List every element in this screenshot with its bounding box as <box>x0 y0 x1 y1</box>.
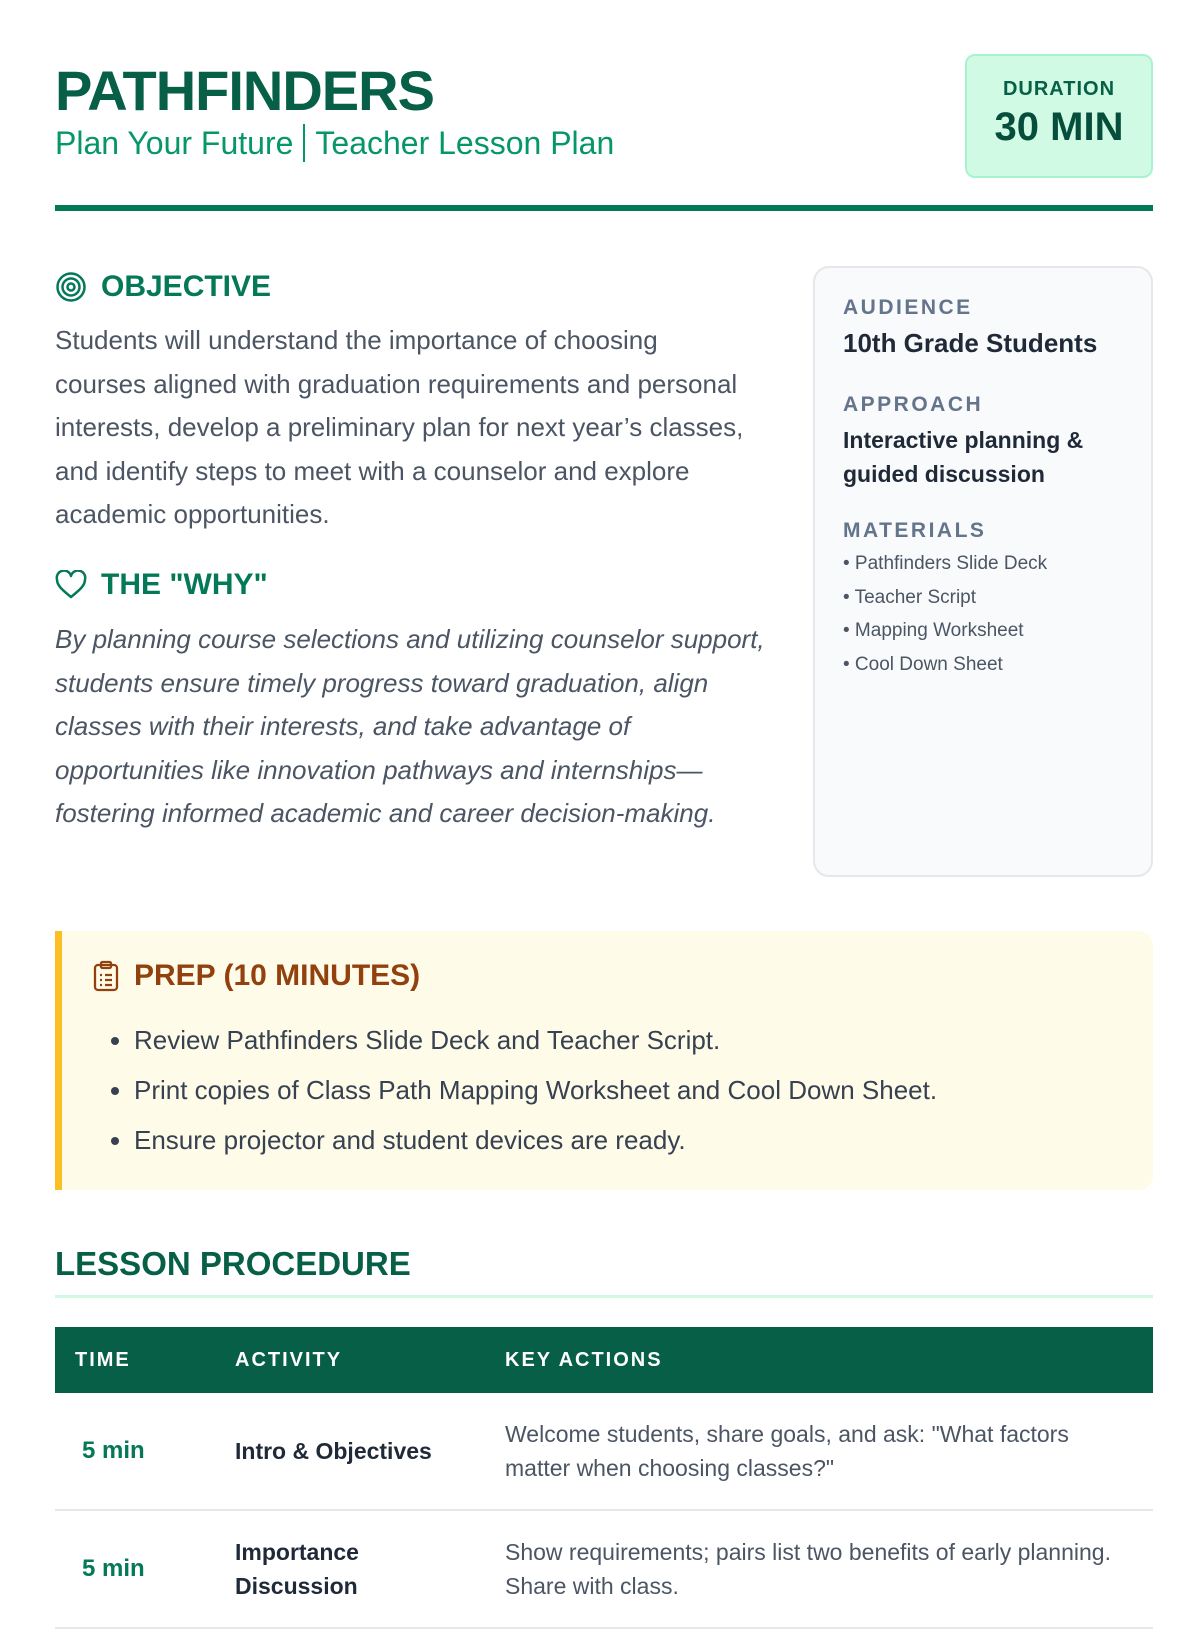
col-time: TIME <box>55 1327 205 1393</box>
duration-value: 30 MIN <box>994 105 1124 149</box>
subtitle <box>55 124 614 162</box>
prep-item: • Ensure projector and student devices are ready. <box>134 1115 1123 1165</box>
row-activity: Importance Discussion <box>205 1510 480 1628</box>
target-icon <box>55 271 87 303</box>
row-time: 5 min <box>55 1393 205 1510</box>
heart-icon <box>55 570 87 600</box>
prep-heading <box>92 959 1123 993</box>
procedure-rule <box>55 1295 1153 1298</box>
table-row <box>55 1393 1153 1510</box>
subtitle-right: Teacher Lesson Plan <box>315 125 615 161</box>
prep-item: • Print copies of Class Path Mapping Worksheet and Cool Down Sheet. <box>134 1065 1123 1115</box>
row-time: 5 min <box>55 1510 205 1628</box>
prep-list <box>92 1015 1123 1165</box>
col-key-actions: KEY ACTIONS <box>480 1327 1153 1393</box>
col-activity: ACTIVITY <box>205 1327 480 1393</box>
material-item: • Pathfinders Slide Deck <box>843 553 1048 574</box>
objective-heading <box>55 270 271 304</box>
objective-text: Students will understand the importance of choosing courses aligned with graduation requirements and personal interests, develop a preliminary plan for next year’s classes, and identify steps to meet with a counselor and explore academic opportunities. <box>55 325 744 529</box>
material-item: • Teacher Script <box>843 586 977 608</box>
materials-list <box>843 547 1123 681</box>
why-heading <box>55 568 268 602</box>
prep-box <box>55 931 1153 1190</box>
objective-title: OBJECTIVE <box>101 270 272 303</box>
why-text: By planning course selections and utilizing counselor support, students ensure timely progress toward graduation, align classes with their interests, and take advantage of opportunities like innovation pathways and internships—fostering informed academic and career decision-making. <box>55 624 765 828</box>
row-actions: Welcome students, share goals, and ask: "What factors matter when choosing classes?" <box>480 1393 1153 1510</box>
material-item: • Mapping Worksheet <box>843 620 1024 641</box>
prep-title: PREP (10 MINUTES) <box>134 959 421 992</box>
brand-title: PATHFINDERS <box>55 59 434 122</box>
why-title: THE "WHY" <box>101 568 268 601</box>
audience-label: AUDIENCE <box>843 296 973 319</box>
duration-badge <box>965 54 1153 178</box>
prep-item: • Review Pathfinders Slide Deck and Teacher Script. <box>134 1015 1123 1065</box>
approach-value: Interactive planning & guided discussion <box>843 427 1084 487</box>
row-activity: Intro & Objectives <box>205 1393 480 1510</box>
info-card <box>813 266 1153 877</box>
procedure-title: LESSON PROCEDURE <box>55 1245 411 1282</box>
row-actions: Show requirements; pairs list two benefits of early planning. Share with class. <box>480 1510 1153 1628</box>
approach-label: APPROACH <box>843 393 984 416</box>
subtitle-left: Plan Your Future <box>55 125 294 161</box>
audience-value: 10th Grade Students <box>843 328 1098 358</box>
clipboard-icon <box>92 960 120 992</box>
procedure-table <box>55 1327 1153 1629</box>
header-rule <box>55 205 1153 211</box>
material-item: • Cool Down Sheet <box>843 653 1003 675</box>
duration-label: DURATION <box>1002 78 1116 100</box>
table-row <box>55 1510 1153 1628</box>
table-header <box>55 1327 1153 1393</box>
materials-label: MATERIALS <box>843 519 987 542</box>
divider <box>303 124 305 162</box>
